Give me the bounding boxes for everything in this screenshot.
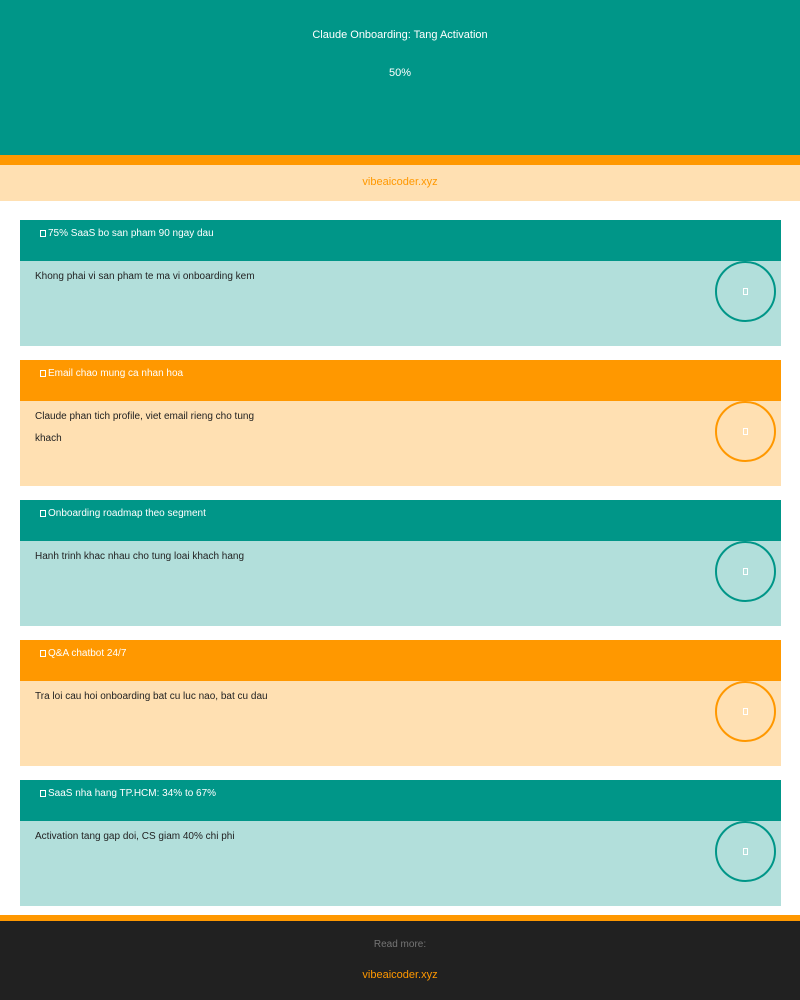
box-icon	[40, 650, 46, 657]
box-icon	[743, 848, 748, 855]
circle-badge	[715, 821, 776, 882]
card-3	[20, 500, 781, 626]
box-icon	[40, 230, 46, 237]
card-text: Activation tang gap doi, CS giam 40% chi phi	[35, 831, 235, 842]
card-4	[20, 640, 781, 766]
footer-link[interactable]: vibeaicoder.xyz	[362, 969, 438, 981]
circle-badge	[715, 681, 776, 742]
card-1	[20, 220, 781, 346]
box-icon	[743, 288, 748, 295]
card-body	[20, 401, 781, 486]
card-header	[20, 640, 781, 681]
card-body	[20, 681, 781, 766]
card-header	[20, 500, 781, 541]
card-title: 75% SaaS bo san pham 90 ngay dau	[48, 228, 214, 239]
header-banner	[0, 0, 800, 155]
card-header	[20, 360, 781, 401]
card-2	[20, 360, 781, 486]
card-body	[20, 541, 781, 626]
card-text: Khong phai vi san pham te ma vi onboarding kem	[35, 271, 255, 282]
card-title: Q&A chatbot 24/7	[48, 648, 127, 659]
circle-badge	[715, 401, 776, 462]
box-icon	[743, 428, 748, 435]
card-header	[20, 780, 781, 821]
card-body	[20, 821, 781, 906]
site-link[interactable]: vibeaicoder.xyz	[362, 176, 438, 188]
footer	[0, 921, 800, 1000]
card-5	[20, 780, 781, 906]
card-header	[20, 220, 781, 261]
box-icon	[743, 708, 748, 715]
box-icon	[40, 510, 46, 517]
card-text: Hanh trinh khac nhau cho tung loai khach hang	[35, 551, 245, 562]
site-band	[0, 165, 800, 201]
card-title: Email chao mung ca nhan hoa	[48, 368, 184, 379]
progress-percent: 50%	[388, 67, 412, 79]
card-text: Claude phan tich profile, viet email rieng cho tung khach	[35, 411, 255, 444]
circle-badge	[715, 541, 776, 602]
accent-divider	[0, 155, 800, 165]
card-body	[20, 261, 781, 346]
card-text: Tra loi cau hoi onboarding bat cu luc nao, bat cu dau	[35, 691, 268, 702]
card-title: Onboarding roadmap theo segment	[48, 508, 206, 519]
box-icon	[40, 370, 46, 377]
box-icon	[40, 790, 46, 797]
read-more-label: Read more:	[373, 939, 427, 950]
box-icon	[743, 568, 748, 575]
card-title: SaaS nha hang TP.HCM: 34% to 67%	[48, 788, 217, 799]
circle-badge	[715, 261, 776, 322]
page-title: Claude Onboarding: Tang Activation	[312, 29, 488, 41]
